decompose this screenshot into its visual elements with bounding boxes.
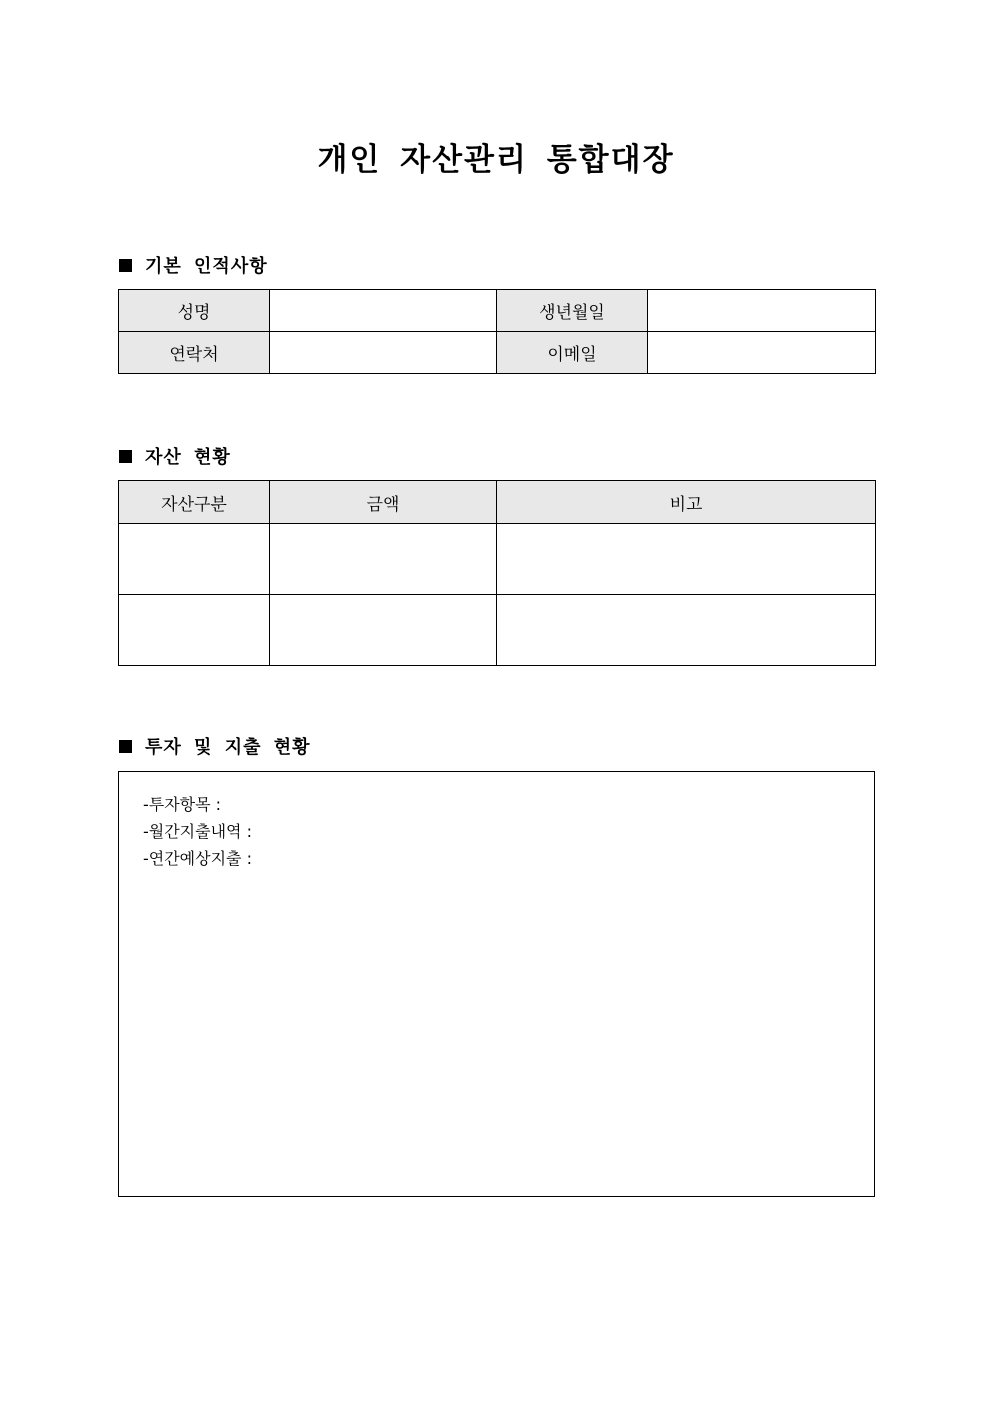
section-heading-label: 기본 인적사항 <box>145 256 268 277</box>
remarks-cell[interactable] <box>497 524 876 595</box>
section-heading-label: 투자 및 지출 현황 <box>145 737 311 758</box>
page-title: 개인 자산관리 통합대장 <box>317 142 675 178</box>
remarks-cell[interactable] <box>497 595 876 666</box>
basic-info-table <box>118 289 876 374</box>
square-bullet-icon <box>119 259 132 272</box>
table-row <box>119 595 876 666</box>
column-header-asset-type: 자산구분 <box>119 481 270 524</box>
investment-expense-box[interactable] <box>118 771 875 1197</box>
birth-date-label: 생년월일 <box>497 290 648 332</box>
square-bullet-icon <box>119 450 132 463</box>
table-row <box>119 524 876 595</box>
name-label: 성명 <box>119 290 270 332</box>
amount-cell[interactable] <box>270 524 497 595</box>
contact-label: 연락처 <box>119 332 270 374</box>
amount-cell[interactable] <box>270 595 497 666</box>
section-heading-investment <box>119 733 311 759</box>
contact-field[interactable] <box>270 332 497 374</box>
section-heading-assets <box>119 443 231 469</box>
section-heading-basic-info <box>119 252 268 278</box>
birth-date-field[interactable] <box>648 290 876 332</box>
column-header-remarks: 비고 <box>497 481 876 524</box>
email-label: 이메일 <box>497 332 648 374</box>
table-row <box>119 290 876 332</box>
table-row <box>119 332 876 374</box>
column-header-amount: 금액 <box>270 481 497 524</box>
investment-items-line: -투자항목 : <box>143 795 222 814</box>
section-heading-label: 자산 현황 <box>145 447 231 468</box>
annual-expected-expense-line: -연간예상지출 : <box>143 849 252 868</box>
monthly-expense-line: -월간지출내역 : <box>143 822 252 841</box>
square-bullet-icon <box>119 740 132 753</box>
table-header-row <box>119 481 876 524</box>
asset-status-table <box>118 480 876 666</box>
asset-type-cell[interactable] <box>119 524 270 595</box>
email-field[interactable] <box>648 332 876 374</box>
asset-type-cell[interactable] <box>119 595 270 666</box>
name-field[interactable] <box>270 290 497 332</box>
